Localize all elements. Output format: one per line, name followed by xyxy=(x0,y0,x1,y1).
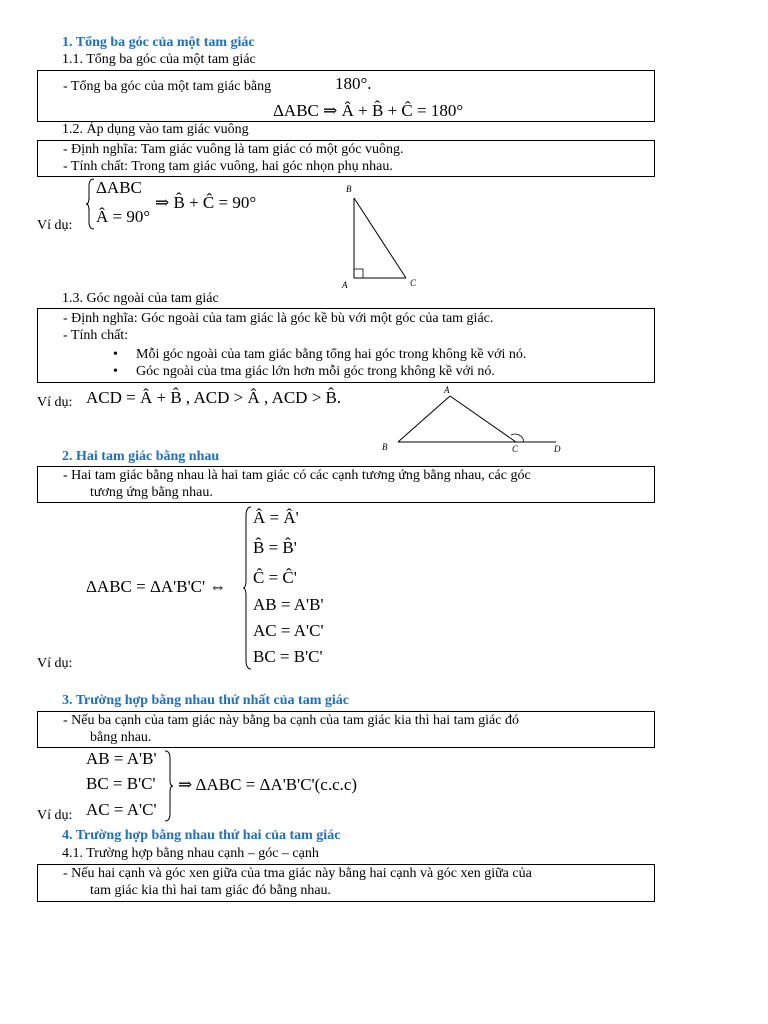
s2-row: B̂ = B̂' xyxy=(253,538,297,557)
subsection-1-1: 1.1. Tổng ba góc của một tam giác xyxy=(62,52,256,67)
fig2-label-d: D xyxy=(554,444,561,454)
box1-formula: ΔABC ⇒ Â + B̂ + Ĉ = 180° xyxy=(273,101,464,120)
box-s2-line2: tương ứng bằng nhau. xyxy=(90,485,213,500)
example-label-3: Ví dụ: xyxy=(37,395,73,410)
box-s4-line1: - Nếu hai cạnh và góc xen giữa của tma giác này bằng hai cạnh và góc xen giữa của xyxy=(63,866,532,881)
s2-row: Â = Â' xyxy=(253,508,299,527)
fig1-label-b: B xyxy=(346,184,352,194)
left-brace-icon xyxy=(86,178,96,230)
s3-result: ⇒ ΔABC = ΔA'B'C'(c.c.c) xyxy=(178,775,358,794)
example-result-1: ⇒ B̂ + Ĉ = 90° xyxy=(155,193,257,212)
section-2-title: 2. Hai tam giác bằng nhau xyxy=(62,449,220,464)
example-sys-line2: Â = 90° xyxy=(96,207,151,226)
box3-bullet2: Góc ngoài của tma giác lớn hơn mỗi góc trong không kề với nó. xyxy=(136,364,495,379)
fig2-label-b: B xyxy=(382,442,388,452)
fig1-label-c: C xyxy=(410,278,417,288)
s3-row: AC = A'C' xyxy=(86,800,157,819)
box-s3-line2: bằng nhau. xyxy=(90,730,152,745)
fig1-label-a: A xyxy=(342,280,348,290)
s2-row: AB = A'B' xyxy=(253,595,324,614)
box-3 xyxy=(37,711,655,748)
left-brace-icon xyxy=(243,506,253,670)
subsection-4-1: 4.1. Trường hợp bằng nhau cạnh – góc – cạnh xyxy=(62,846,319,861)
section-1-title: 1. Tổng ba góc của một tam giác xyxy=(62,35,255,50)
example-label-2: Ví dụ: xyxy=(37,656,73,671)
box2-line2: - Tính chất: Trong tam giác vuông, hai góc nhọn phụ nhau. xyxy=(63,159,393,174)
subsection-1-2: 1.2. Áp dụng vào tam giác vuông xyxy=(62,122,249,137)
s3-row: AB = A'B' xyxy=(86,749,157,768)
example-sys-line1: ΔABC xyxy=(96,178,142,197)
example-label-1: Ví dụ: xyxy=(37,218,73,233)
s2-row: BC = B'C' xyxy=(253,647,323,666)
box1-value: 180°. xyxy=(335,74,372,93)
box-1-2 xyxy=(37,140,655,177)
right-brace-icon xyxy=(164,750,174,822)
box-s4-line2: tam giác kia thì hai tam giác đó bằng nhau. xyxy=(90,883,332,898)
box-4 xyxy=(37,864,655,902)
box3-line2: - Tính chất: xyxy=(63,328,129,343)
s2-lhs: ΔABC = ΔA'B'C' ⇔ xyxy=(86,577,227,596)
box-1-1 xyxy=(37,70,655,122)
bullet-icon: • xyxy=(113,364,118,379)
subsection-1-3: 1.3. Góc ngoài của tam giác xyxy=(62,291,219,306)
fig2-label-a: A xyxy=(444,385,450,395)
example-formula-3: ACD = Â + B̂ , ACD > Â , ACD > B̂. xyxy=(86,388,342,407)
box3-line1: - Định nghĩa: Góc ngoài của tam giác là góc kề bù với một góc của tam giác. xyxy=(63,311,494,326)
right-triangle-figure xyxy=(338,180,428,292)
box3-bullet1: Mỗi góc ngoài của tam giác bằng tổng hai góc trong không kề với nó. xyxy=(136,347,527,362)
example-label-s3: Ví dụ: xyxy=(37,808,73,823)
box1-line1: - Tổng ba góc của một tam giác bằng xyxy=(63,79,272,94)
section-3-title: 3. Trường hợp bằng nhau thứ nhất của tam giác xyxy=(62,693,349,708)
fig2-label-c: C xyxy=(512,444,519,454)
box-1-3 xyxy=(37,308,655,383)
box2-line1: - Định nghĩa: Tam giác vuông là tam giác có một góc vuông. xyxy=(63,142,404,157)
box-s2-line1: - Hai tam giác bằng nhau là hai tam giác có các cạnh tương ứng bằng nhau, các góc xyxy=(63,468,531,483)
bullet-icon: • xyxy=(113,347,118,362)
box-s3-line1: - Nếu ba cạnh của tam giác này bằng ba cạnh của tam giác kia thì hai tam giác đó xyxy=(63,713,519,728)
exterior-angle-figure xyxy=(378,384,568,456)
s2-row: Ĉ = Ĉ' xyxy=(253,568,297,587)
s2-row: AC = A'C' xyxy=(253,621,324,640)
box-2 xyxy=(37,466,655,503)
s3-row: BC = B'C' xyxy=(86,774,156,793)
section-4-title: 4. Trường hợp bằng nhau thứ hai của tam giác xyxy=(62,828,341,843)
